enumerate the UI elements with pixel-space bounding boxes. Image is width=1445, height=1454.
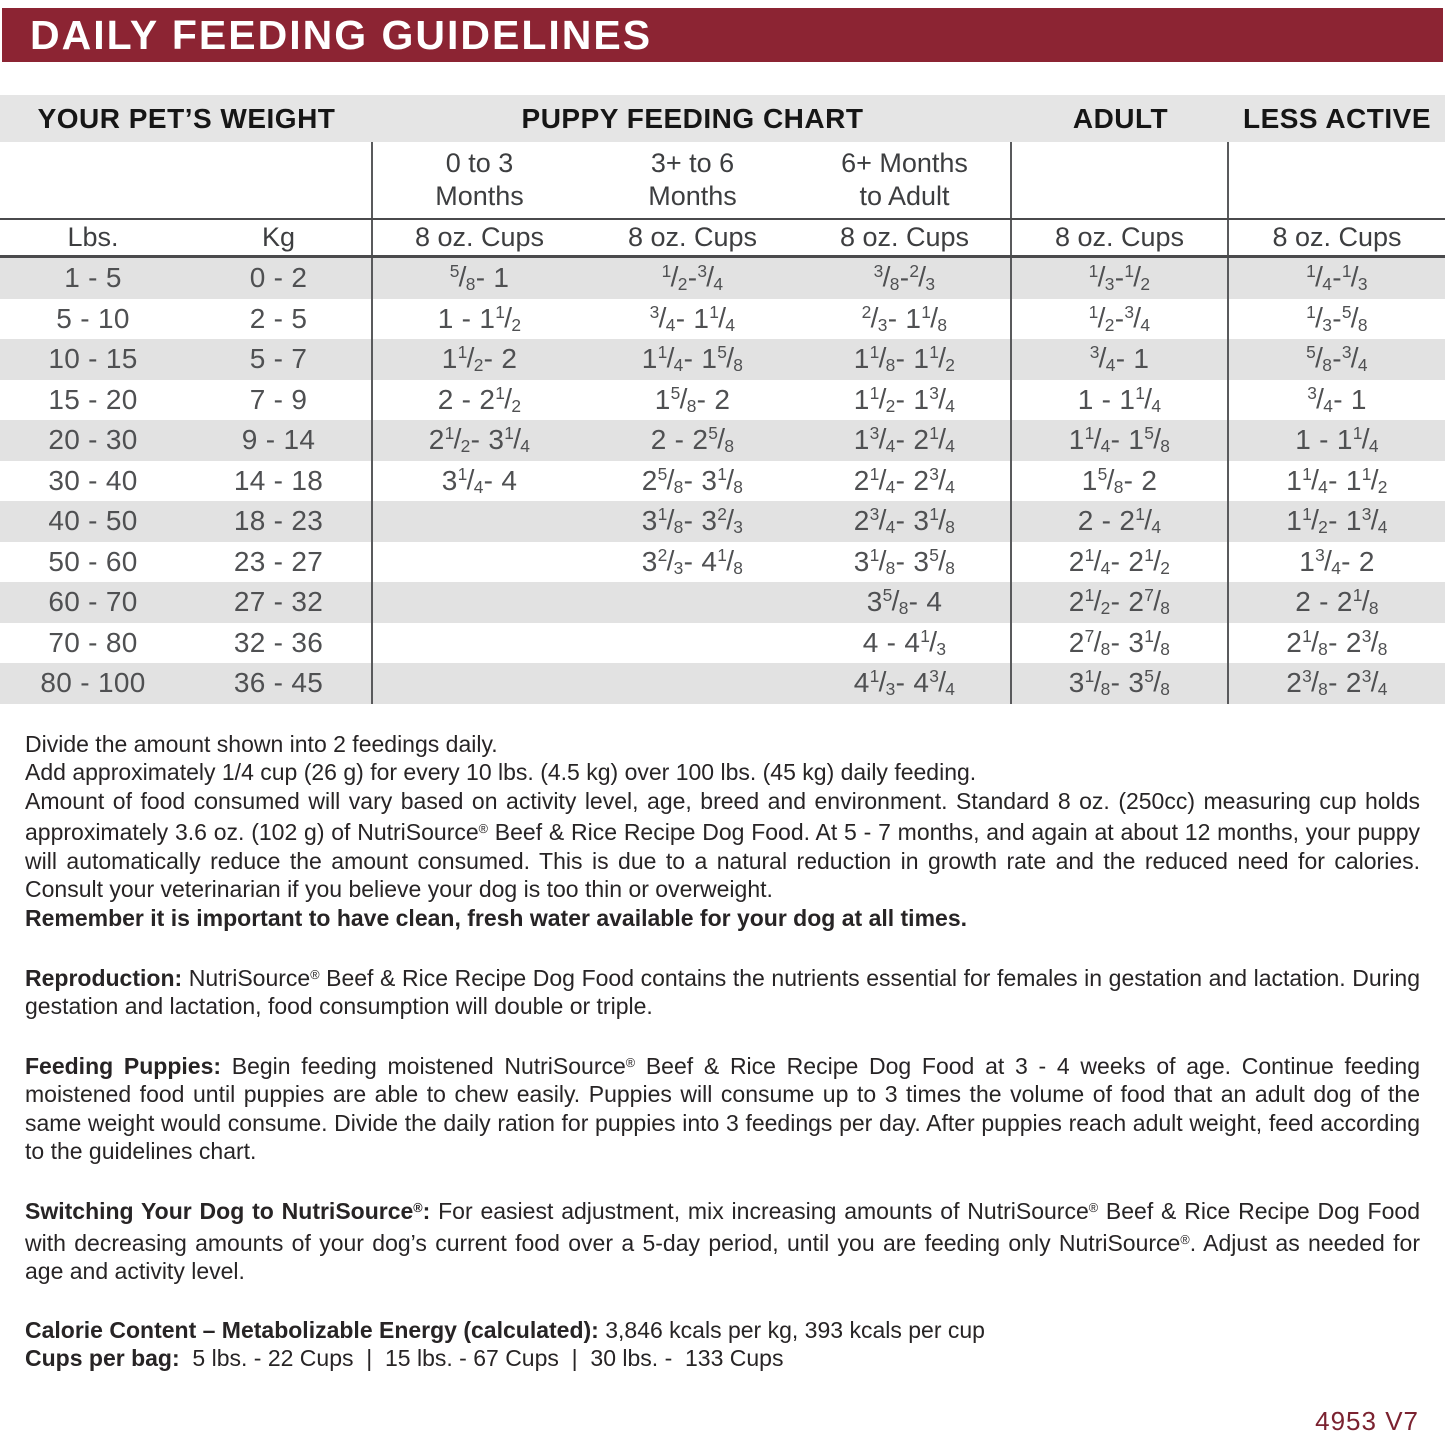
table-row bbox=[0, 299, 1445, 340]
section-text: For easiest adjustment, mix increasing amounts of NutriSource® Beef & Rice Recipe Dog Food with decreasing amounts of your dog’s current food over a 5-day period, until you are feeding only NutriSource®. Adjust as needed for age and activity level. bbox=[25, 1198, 1420, 1285]
table-cell-adult: 3 $^1$/8 - 3 $^5$/8 bbox=[1012, 663, 1229, 704]
units-cups: 8 oz. Cups bbox=[799, 220, 1012, 255]
table-cell-less_active: 1 $^3$/4 - 2 bbox=[1299, 544, 1375, 578]
table-cell-p3_6 bbox=[586, 623, 799, 664]
feeding-guidelines-label bbox=[0, 8, 1445, 1436]
table-row bbox=[0, 623, 1445, 664]
age-label-line: to Adult bbox=[859, 181, 950, 211]
section-lead: Feeding Puppies: bbox=[25, 1052, 222, 1079]
table-cell-lbs: 30 - 40 bbox=[48, 464, 138, 496]
section-reproduction bbox=[25, 961, 1420, 1021]
table-cell-p0_3: 2 $^1$/2 - 3 $^1$/4 bbox=[428, 423, 531, 457]
table-cell-p0_3 bbox=[373, 623, 586, 664]
table-cell-kg: 2 - 5 bbox=[186, 299, 373, 340]
table-cell-p6_adult: 4 $^1$/3 - 4 $^3$/4 bbox=[799, 663, 1012, 704]
table-group-header-row bbox=[0, 95, 1445, 142]
units-cups: 8 oz. Cups bbox=[1012, 220, 1229, 255]
table-row bbox=[0, 461, 1445, 502]
units-cups: 8 oz. Cups bbox=[627, 222, 758, 252]
age-header-spacer bbox=[1012, 142, 1229, 218]
table-cell-adult: $^1$/2 - $^3$/4 bbox=[1012, 299, 1229, 340]
table-cell-kg: 36 - 45 bbox=[186, 663, 373, 704]
note-line-divide: Divide the amount shown into 2 feedings daily. bbox=[25, 730, 498, 757]
table-cell-p6_adult: 1 $^1$/8 - 1 $^1$/2 bbox=[799, 339, 1012, 380]
feeding-table bbox=[0, 95, 1445, 704]
table-cell-adult: 2 $^1$/2 - 2 $^7$/8 bbox=[1012, 582, 1229, 623]
cups-lead: Cups per bag: bbox=[25, 1345, 180, 1372]
table-cell-p0_3: 2 - 2 $^1$/2 bbox=[437, 382, 522, 416]
table-cell-less_active: $^5$/8 - $^3$/4 bbox=[1306, 342, 1368, 376]
calorie-lead: Calorie Content – Metabolizable Energy (calculated): bbox=[25, 1316, 599, 1343]
table-cell-p0_3 bbox=[373, 542, 586, 583]
table-cell-kg: 14 - 18 bbox=[186, 461, 373, 502]
table-cell-less_active: $^1$/3 - $^5$/8 bbox=[1306, 301, 1368, 335]
table-cell-kg: 18 - 23 bbox=[186, 501, 373, 542]
table-cell-p0_3 bbox=[373, 663, 586, 704]
col-header-pet-weight: YOUR PET’S WEIGHT bbox=[37, 102, 336, 134]
table-row bbox=[0, 501, 1445, 542]
table-cell-lbs: 1 - 5 bbox=[64, 262, 122, 294]
units-kg: Kg bbox=[186, 220, 373, 255]
table-cell-lbs: 70 - 80 bbox=[48, 626, 138, 658]
table-cell-less_active: 1 $^1$/2 - 1 $^3$/4 bbox=[1286, 504, 1388, 538]
table-cell-less_active: 2 $^3$/8 - 2 $^3$/4 bbox=[1286, 666, 1388, 700]
table-cell-p0_3: 3 $^1$/4 - 4 bbox=[441, 463, 518, 497]
note-paragraph: Amount of food consumed will vary based on activity level, age, breed and environment. Standard 8 oz. (250cc) measuring cup holds approximately 3.6 oz. (102 g) of NutriSource® Beef & Rice Recipe Dog Food. At 5 - 7 months, and again at about 12 months, your puppy will automatically reduce the amount consumed. This is due to a natural reduction in growth rate and the reduced need for calories. Consult your veterinarian if you believe your dog is too thin or overweight. bbox=[25, 787, 1420, 903]
title-banner bbox=[2, 8, 1443, 62]
table-cell-adult: $^3$/4 - 1 bbox=[1012, 339, 1229, 380]
section-switching bbox=[25, 1194, 1420, 1286]
table-row bbox=[0, 420, 1445, 461]
age-col-6-months-adult bbox=[799, 142, 1012, 218]
table-cell-p3_6: 3 $^2$/3 - 4 $^1$/8 bbox=[641, 544, 744, 578]
water-reminder: Remember it is important to have clean, fresh water available for your dog at all times. bbox=[25, 905, 968, 932]
age-col-0-3-months bbox=[373, 142, 586, 218]
section-lead: Switching Your Dog to NutriSource®: bbox=[25, 1198, 431, 1225]
table-cell-adult: 2 $^7$/8 - 3 $^1$/8 bbox=[1012, 623, 1229, 664]
table-body bbox=[0, 258, 1445, 704]
table-cell-p3_6: $^1$/2 - $^3$/4 bbox=[661, 261, 724, 295]
table-cell-p3_6 bbox=[586, 663, 799, 704]
feeding-notes bbox=[25, 730, 1420, 933]
table-cell-p6_adult: 1 $^3$/4 - 2 $^1$/4 bbox=[799, 420, 1012, 461]
table-cell-p6_adult: 3 $^5$/8 - 4 bbox=[799, 582, 1012, 623]
table-cell-lbs: 15 - 20 bbox=[48, 383, 138, 415]
table-row bbox=[0, 663, 1445, 704]
table-age-header-row bbox=[0, 142, 1445, 218]
table-cell-p0_3: 1 $^1$/2 - 2 bbox=[441, 342, 518, 376]
table-cell-p0_3: $^5$/8 - 1 bbox=[449, 261, 510, 295]
table-cell-lbs: 10 - 15 bbox=[48, 343, 138, 375]
age-header-spacer bbox=[0, 142, 373, 218]
table-cell-lbs: 20 - 30 bbox=[48, 424, 138, 456]
table-cell-p3_6: 3 $^1$/8 - 3 $^2$/3 bbox=[641, 504, 744, 538]
table-cell-p3_6: $^3$/4 - 1 $^1$/4 bbox=[649, 301, 736, 335]
col-header-adult: ADULT bbox=[1072, 102, 1169, 134]
table-cell-adult: 1 $^5$/8 - 2 bbox=[1012, 461, 1229, 502]
table-cell-p6_adult: 3 $^1$/8 - 3 $^5$/8 bbox=[799, 542, 1012, 583]
units-cups: 8 oz. Cups bbox=[1272, 222, 1402, 252]
table-cell-p6_adult: 1 $^1$/2 - 1 $^3$/4 bbox=[799, 380, 1012, 421]
table-row bbox=[0, 380, 1445, 421]
calorie-text: 3,846 kcals per kg, 393 kcals per cup bbox=[598, 1316, 985, 1343]
age-label-line: 0 to 3 bbox=[445, 148, 514, 178]
section-feeding-puppies bbox=[25, 1049, 1420, 1166]
age-col-3-6-months bbox=[586, 142, 799, 218]
table-row bbox=[0, 258, 1445, 299]
table-cell-p6_adult: 2 $^3$/4 - 3 $^1$/8 bbox=[799, 501, 1012, 542]
age-label-line: 6+ Months bbox=[841, 148, 968, 178]
table-cell-less_active: 2 - 2 $^1$/8 bbox=[1295, 585, 1379, 619]
table-cell-p3_6: 2 - 2 $^5$/8 bbox=[650, 423, 735, 457]
table-cell-lbs: 40 - 50 bbox=[48, 505, 138, 537]
table-cell-less_active: 1 - 1 $^1$/4 bbox=[1295, 423, 1379, 457]
table-cell-p0_3 bbox=[373, 501, 586, 542]
units-lbs: Lbs. bbox=[67, 222, 119, 252]
table-cell-lbs: 50 - 60 bbox=[48, 545, 138, 577]
units-cups: 8 oz. Cups bbox=[414, 222, 545, 252]
table-cell-p6_adult: $^3$/8 - $^2$/3 bbox=[799, 258, 1012, 299]
table-cell-adult: 2 $^1$/4 - 2 $^1$/2 bbox=[1012, 542, 1229, 583]
table-cell-adult: 1 $^1$/4 - 1 $^5$/8 bbox=[1012, 420, 1229, 461]
table-cell-less_active: $^1$/4 - $^1$/3 bbox=[1306, 261, 1368, 295]
table-row bbox=[0, 582, 1445, 623]
section-lead: Reproduction: bbox=[25, 964, 183, 991]
table-cell-adult: 2 - 2 $^1$/4 bbox=[1012, 501, 1229, 542]
table-cell-less_active: 2 $^1$/8 - 2 $^3$/8 bbox=[1286, 625, 1388, 659]
age-label-line: Months bbox=[435, 181, 524, 211]
table-cell-less_active: $^3$/4 - 1 bbox=[1307, 382, 1367, 416]
table-row bbox=[0, 542, 1445, 583]
table-cell-p6_adult: $^2$/3 - 1 $^1$/8 bbox=[799, 299, 1012, 340]
table-cell-lbs: 5 - 10 bbox=[56, 302, 130, 334]
table-cell-kg: 0 - 2 bbox=[186, 258, 373, 299]
table-row bbox=[0, 339, 1445, 380]
page-title: DAILY FEEDING GUIDELINES bbox=[30, 11, 653, 58]
age-label-line: 3+ to 6 bbox=[650, 148, 735, 178]
table-cell-p3_6: 1 $^1$/4 - 1 $^5$/8 bbox=[641, 342, 744, 376]
table-cell-adult: 1 - 1 $^1$/4 bbox=[1012, 380, 1229, 421]
table-cell-p3_6: 2 $^5$/8 - 3 $^1$/8 bbox=[641, 463, 744, 497]
col-header-less-active: LESS ACTIVE bbox=[1242, 102, 1432, 134]
table-cell-lbs: 80 - 100 bbox=[40, 667, 146, 699]
table-cell-kg: 7 - 9 bbox=[186, 380, 373, 421]
calorie-content-line bbox=[25, 1316, 1420, 1345]
table-cell-less_active: 1 $^1$/4 - 1 $^1$/2 bbox=[1286, 463, 1388, 497]
table-units-row bbox=[0, 218, 1445, 258]
section-text: NutriSource® Beef & Rice Recipe Dog Food contains the nutrients essential for females in gestation and lactation. During gestation and lactation, food consumption will double or triple. bbox=[25, 964, 1421, 1020]
table-cell-p6_adult: 2 $^1$/4 - 2 $^3$/4 bbox=[799, 461, 1012, 502]
col-header-puppy-chart: PUPPY FEEDING CHART bbox=[521, 102, 864, 134]
table-cell-kg: 5 - 7 bbox=[186, 339, 373, 380]
table-cell-kg: 23 - 27 bbox=[186, 542, 373, 583]
table-cell-p3_6: 1 $^5$/8 - 2 bbox=[654, 382, 731, 416]
table-cell-lbs: 60 - 70 bbox=[48, 586, 138, 618]
table-cell-p0_3: 1 - 1 $^1$/2 bbox=[437, 301, 522, 335]
cups-text: 5 lbs. - 22 Cups | 15 lbs. - 67 Cups | 30 lbs. - 133 Cups bbox=[179, 1345, 784, 1372]
cups-per-bag-line bbox=[25, 1344, 1420, 1373]
table-cell-kg: 27 - 32 bbox=[186, 582, 373, 623]
table-cell-kg: 9 - 14 bbox=[186, 420, 373, 461]
section-text: Begin feeding moistened NutriSource® Beef & Rice Recipe Dog Food at 3 - 4 weeks of age. Continue feeding moistened food until puppies are able to chew easily. Puppies will consume up to 3 times the volume of food that an adult dog of the same weight would consume. Divide the daily ration for puppies into 3 feedings per day. After puppies reach adult weight, feed according to the guidelines chart. bbox=[25, 1052, 1420, 1165]
version-code: 4953 V7 bbox=[1315, 1406, 1419, 1436]
note-line-add: Add approximately 1/4 cup (26 g) for every 10 lbs. (4.5 kg) over 100 lbs. (45 kg) daily feeding. bbox=[25, 759, 977, 786]
table-cell-p3_6 bbox=[586, 582, 799, 623]
table-cell-kg: 32 - 36 bbox=[186, 623, 373, 664]
table-cell-p0_3 bbox=[373, 582, 586, 623]
table-cell-p6_adult: 4 - 4 $^1$/3 bbox=[799, 623, 1012, 664]
age-label-line: Months bbox=[648, 181, 737, 211]
age-header-spacer bbox=[1229, 142, 1445, 218]
table-cell-adult: $^1$/3 - $^1$/2 bbox=[1012, 258, 1229, 299]
